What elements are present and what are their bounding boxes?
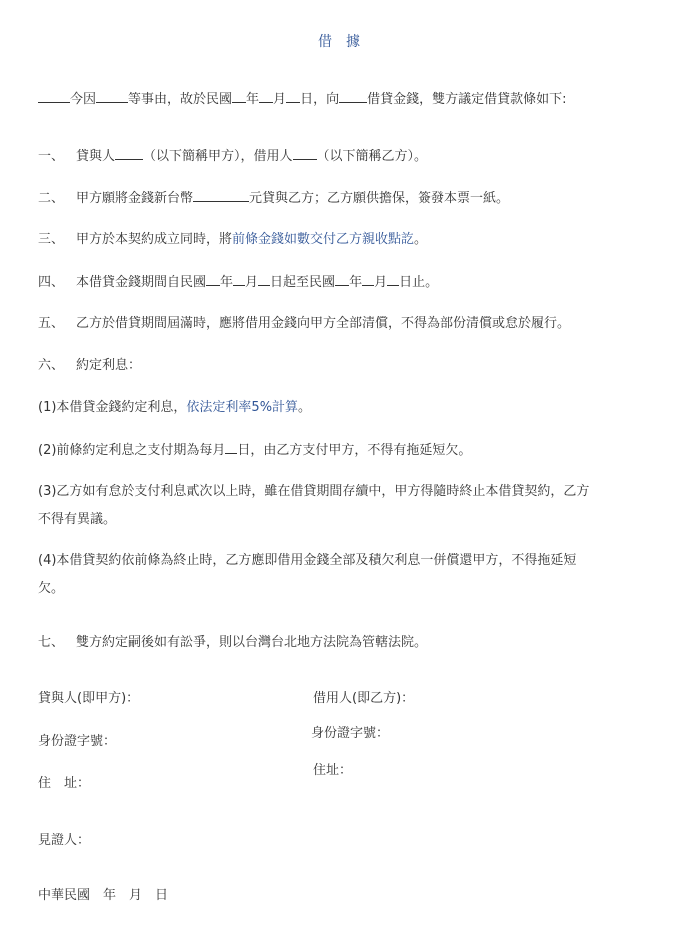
blank-line[interactable] [96,90,128,103]
blank-line[interactable] [193,189,249,202]
subclause-4-line1: (4)本借貸契約依前條為終止時，乙方應即借用金錢全部及積欠利息一併償還甲方，不得拖延短 [38,553,577,568]
borrower-address-label: 住址： [313,763,353,778]
blank-line[interactable] [232,90,246,103]
borrower-id-label: 身份證字號： [311,726,390,741]
subclause-3-line2: 不得有異議。 [38,512,117,527]
blank-line[interactable] [115,147,143,160]
date-line: 中華民國 年 月 日 [38,888,169,903]
blank-line[interactable] [335,273,349,286]
blank-line[interactable] [259,90,273,103]
blank-line[interactable] [339,90,367,103]
blank-line[interactable] [293,147,317,160]
preamble: 今因 等事由，故於民國 年 月 日，向 借貸金錢，雙方議定借貸款條如下: [38,90,566,109]
clause-3: 三、 甲方於本契約成立同時，將前條金錢如數交付乙方親收點訖。 [38,232,428,247]
clause-2: 二、 甲方願將金錢新台幣 元貸與乙方；乙方願供擔保，簽發本票一紙。 [38,191,510,206]
subclause-3-line1: (3)乙方如有怠於支付利息貳次以上時，雖在借貸期間存續中，甲方得隨時終止本借貸契約，乙方 [38,484,590,499]
document-title: 借 據 [318,34,362,50]
subclause-4-line2: 欠。 [38,581,65,596]
clause-6: 六、 約定利息： [38,358,142,373]
lender-id-label: 身份證字號： [38,734,117,749]
blank-line[interactable] [258,273,270,286]
clause-1: 一、 貸與人 （以下簡稱甲方），借用人 （以下簡稱乙方）。 [38,149,428,164]
blank-line[interactable] [206,273,220,286]
subclause-2: (2)前條約定利息之支付期為每月 日，由乙方支付甲方，不得有拖延短欠。 [38,443,472,458]
borrower-label: 借用人(即乙方)： [313,691,415,706]
blank-line[interactable] [387,273,399,286]
clause-5: 五、 乙方於借貸期間屆滿時，應將借用金錢向甲方全部清償，不得為部份清償或怠於履行。 [38,316,571,331]
clause-4: 四、 本借貸金錢期間自民國 年 月 日起至民國 年 月 日止。 [38,275,439,290]
blank-line[interactable] [225,441,237,454]
blank-line[interactable] [286,90,300,103]
blank-line[interactable] [362,273,374,286]
clause-7: 七、 雙方約定嗣後如有訟爭，則以台灣台北地方法院為管轄法院。 [38,635,428,650]
blank-line[interactable] [38,90,70,103]
subclause-1: (1)本借貸金錢約定利息，依法定利率5%計算。 [38,400,312,415]
lender-address-label: 住 址： [38,776,91,791]
witness-label: 見證人： [38,833,91,848]
blank-line[interactable] [233,273,245,286]
lender-label: 貸與人(即甲方)： [38,691,140,706]
